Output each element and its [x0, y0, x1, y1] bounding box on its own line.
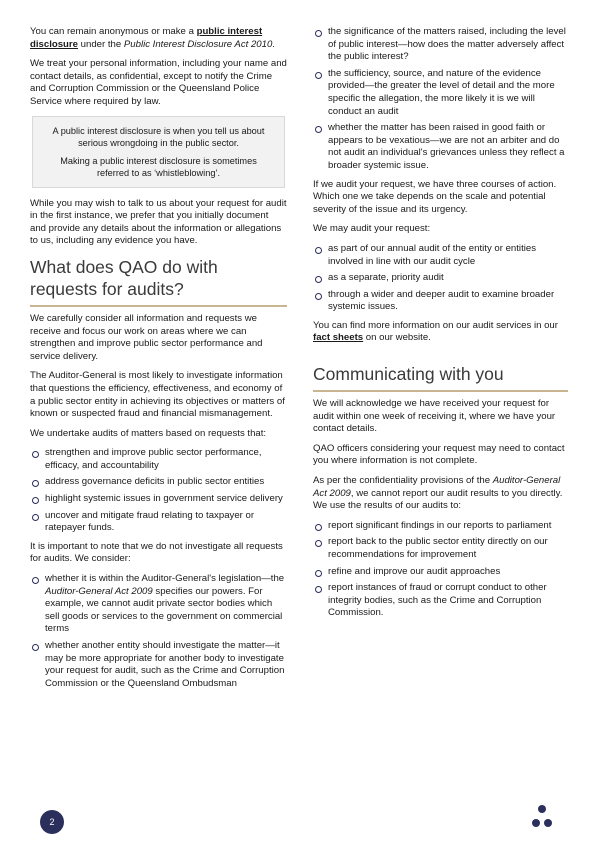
bullet-list: [30, 573, 287, 690]
bullet-list: [30, 447, 287, 535]
documentation-paragraph: While you may wish to talk to us about your request for audit in the first instance, we prefer that you initially document and provide any details about the information or allegations to us, including any evidence you have.: [30, 197, 287, 247]
callout-text: Making a public interest disclosure is sometimes referred to as ‘whistleblowing’.: [60, 155, 257, 178]
right-column: [313, 26, 568, 626]
left-column: [30, 26, 287, 696]
list-item: whether it is within the Auditor-General's legislation—the Auditor-General Act 2009 specifies our powers. For example, we cannot audit private sector bodies which sell goods or services to the government on commercial terms: [30, 573, 287, 636]
bullet-list: [313, 26, 568, 173]
callout-box: [32, 116, 285, 188]
body-paragraph: QAO officers considering your request may need to contact you where information is not complete.: [313, 442, 565, 467]
section-heading: Communicating with you: [313, 363, 568, 392]
public-interest-disclosure-link[interactable]: public interest disclosure: [30, 26, 263, 50]
callout-text: A public interest disclosure is when you tell us about serious wrongdoing in the public sector.: [52, 125, 265, 148]
act-name: Public Interest Disclosure Act 2010: [123, 38, 273, 50]
body-paragraph: It is important to note that we do not investigate all requests for audits. We consider:: [30, 540, 283, 565]
list-item: report back to the public sector entity directly on our recommendations for improvement: [313, 536, 568, 561]
bullet-list: [313, 243, 568, 314]
page-number: 2: [40, 810, 64, 834]
body-paragraph: We carefully consider all information and requests we receive and focus our work on areas where we can strengthen and improve public sector performance and service delivery.: [30, 312, 263, 362]
list-item: whether the matter has been raised in good faith or appears to be vexatious—we are not an arbiter and do not audit an individual's grievances unless they reflect a broader systemic issue.: [313, 122, 568, 172]
list-item: report instances of fraud or corrupt conduct to other integrity bodies, such as the Crime and Corruption Commission.: [313, 582, 568, 620]
body-paragraph: We will acknowledge we have received your request for audit within one week of receiving it, where we have your contact details.: [313, 398, 556, 435]
list-item: the significance of the matters raised, including the level of public interest—how does the matter adversely affect the public interest?: [313, 26, 568, 64]
list-item: whether another entity should investigate the matter—it may be more appropriate for another body to investigate your request for audit, such as the Crime and Corruption Commission or the Queensland Ombudsman: [30, 640, 287, 690]
list-item: through a wider and deeper audit to examine broader systemic issues.: [313, 289, 568, 314]
body-paragraph: You can find more information on our audit services in our fact sheets on our website.: [313, 319, 558, 344]
anonymity-paragraph: You can remain anonymous or make a public interest disclosure under the Public Interest Disclosure Act 2010.: [30, 26, 275, 50]
body-paragraph: The Auditor-General is most likely to investigate information that questions the efficiency, effectiveness, and economy of a public sector entity in achieving its objectives or matters of known or suspected fraud and financial mismanagement.: [30, 370, 285, 420]
fact-sheets-link[interactable]: fact sheets: [313, 332, 364, 344]
privacy-paragraph: We treat your personal information, including your name and contact details, as confidential, except to notify the Crime and Corruption Commission or the Queensland Police Service where required by law.: [30, 58, 287, 107]
logo-dot: [544, 819, 552, 827]
section-heading: What does QAO do with requests for audits?: [30, 256, 287, 307]
logo-dot: [538, 805, 546, 813]
body-paragraph: We may audit your request:: [313, 223, 431, 235]
list-item: strengthen and improve public sector performance, efficacy, and accountability: [30, 447, 287, 472]
list-item: uncover and mitigate fraud relating to taxpayer or ratepayer funds.: [30, 510, 287, 535]
body-paragraph: If we audit your request, we have three courses of action. Which one we take depends on the scale and potential severity of the issue and its urgency.: [313, 178, 557, 215]
qao-logo-icon: [532, 805, 552, 835]
body-paragraph: As per the confidentiality provisions of the Auditor-General Act 2009, we cannot report our audit results to you directly. We use the results of our audits to:: [313, 475, 563, 512]
list-item: report significant findings in our reports to parliament: [313, 520, 568, 533]
logo-dot: [532, 819, 540, 827]
list-item: address governance deficits in public sector entities: [30, 476, 287, 489]
list-item: highlight systemic issues in government service delivery: [30, 493, 287, 506]
list-item: the sufficiency, source, and nature of the evidence provided—the greater the level of detail and the more specific the allegation, the more likely it is we will conduct an audit: [313, 68, 568, 118]
list-item: as part of our annual audit of the entity or entities involved in line with our audit cycle: [313, 243, 568, 268]
list-item: as a separate, priority audit: [313, 272, 568, 285]
body-paragraph: We undertake audits of matters based on requests that:: [30, 427, 267, 439]
list-item: refine and improve our audit approaches: [313, 566, 568, 579]
bullet-list: [313, 520, 568, 620]
